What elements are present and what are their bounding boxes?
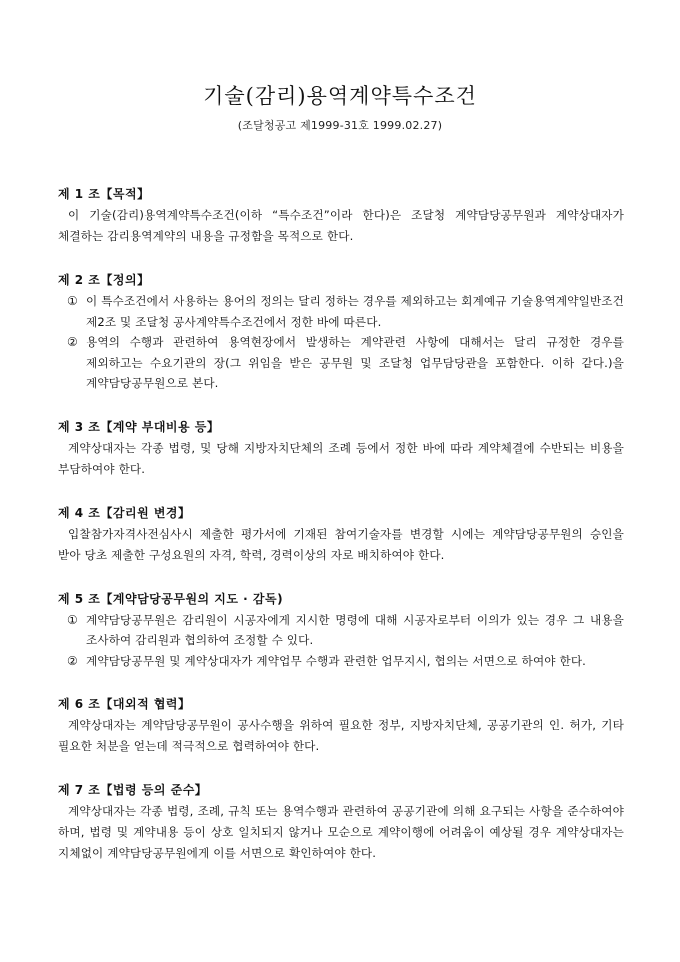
article-heading: 제 4 조【감리원 변경】 [58, 505, 191, 520]
article-heading: 제 5 조【계약담당공무원의 지도 · 감독) [58, 591, 284, 606]
article-heading: 제 2 조【정의】 [58, 273, 150, 287]
article-6 [58, 696, 624, 757]
article-5 [58, 591, 624, 672]
clause-number: ② [67, 653, 78, 668]
document-title: 기술(감리)용역계약특수조건 [203, 84, 477, 108]
article-heading: 제 1 조【목적】 [58, 187, 150, 201]
article-text: 입찰참가자격사전심사시 제출한 평가서에 기재된 참여기술자를 변경할 시에는 계약담당공무원의 승인을 받아 당초 제출한 구성요원의 자격, 학력, 경력이상의 자로 배치하여야 한다. [58, 526, 624, 562]
article-4 [58, 505, 624, 566]
clause-text: 용역의 수행과 관련하여 용역현장에서 발생하는 계약관련 사항에 대해서는 달리 규정한 경우를 제외하고는 수요기관의 장(그 위임을 받은 공무원 및 조달청 업무담당관을 포함한다. 이하 같다.)을 계약담당공무원으로 본다. [86, 335, 624, 390]
clause-item [58, 610, 624, 651]
articles-body [58, 186, 624, 889]
document-subtitle: (조달청공고 제1999-31호 1999.02.27) [237, 119, 443, 132]
clause-text: 계약담당공무원 및 계약상대자가 계약업무 수행과 관련한 업무지시, 협의는 서면으로 하여야 한다. [86, 653, 587, 668]
clause-item [58, 651, 624, 672]
article-text: 이 기술(감리)용역계약특수조건(이하 “특수조건”이라 한다)은 조달청 계약담당공무원과 계약상대자가 체결하는 감리용역계약의 내용을 규정함을 목적으로 한다. [58, 208, 624, 243]
clause-number: ① [67, 612, 78, 627]
article-heading: 제 3 조【계약 부대비용 등】 [58, 419, 220, 434]
clause-item [58, 332, 624, 394]
clause-item [58, 291, 624, 332]
article-1 [58, 186, 624, 247]
article-text: 계약상대자는 계약담당공무원이 공사수행을 위하여 필요한 정부, 지방자치단체, 공공기관의 인. 허가, 기타 필요한 처분을 얻는데 적극적으로 협력하여야 한다. [58, 718, 624, 753]
article-2 [58, 272, 624, 394]
article-heading: 제 6 조【대외적 협력】 [58, 697, 191, 711]
article-text: 계약상대자는 각종 법령, 및 당해 지방자치단체의 조례 등에서 정한 바에 따라 계약체결에 수반되는 비용을 부담하여야 한다. [58, 440, 624, 476]
clause-number: ① [67, 294, 78, 308]
article-text: 계약상대자는 각종 법령, 조례, 규칙 또는 용역수행과 관련하여 공공기관에 의해 요구되는 사항을 준수하여야 하며, 법령 및 계약내용 등이 상호 일치되지 않거나 모순으로 계약이행에 어려움이 예상될 경우 계약상대자는 지체없이 계약담당공무원에게 이를 서면으로 확인하여야 한다. [58, 804, 624, 860]
clause-text: 계약담당공무원은 감리원이 시공자에게 지시한 명령에 대해 시공자로부터 이의가 있는 경우 그 내용을 조사하여 감리원과 협의하여 조정할 수 있다. [86, 612, 624, 647]
clause-text: 이 특수조건에서 사용하는 용어의 정의는 달리 정하는 경우를 제외하고는 회계예규 기술용역계약일반조건 제2조 및 조달청 공사계약특수조건에서 정한 바에 따른다. [86, 294, 624, 329]
article-heading: 제 7 조【법령 등의 준수】 [58, 783, 208, 797]
article-3 [58, 419, 624, 480]
article-7 [58, 782, 624, 864]
clause-number: ② [67, 335, 78, 349]
